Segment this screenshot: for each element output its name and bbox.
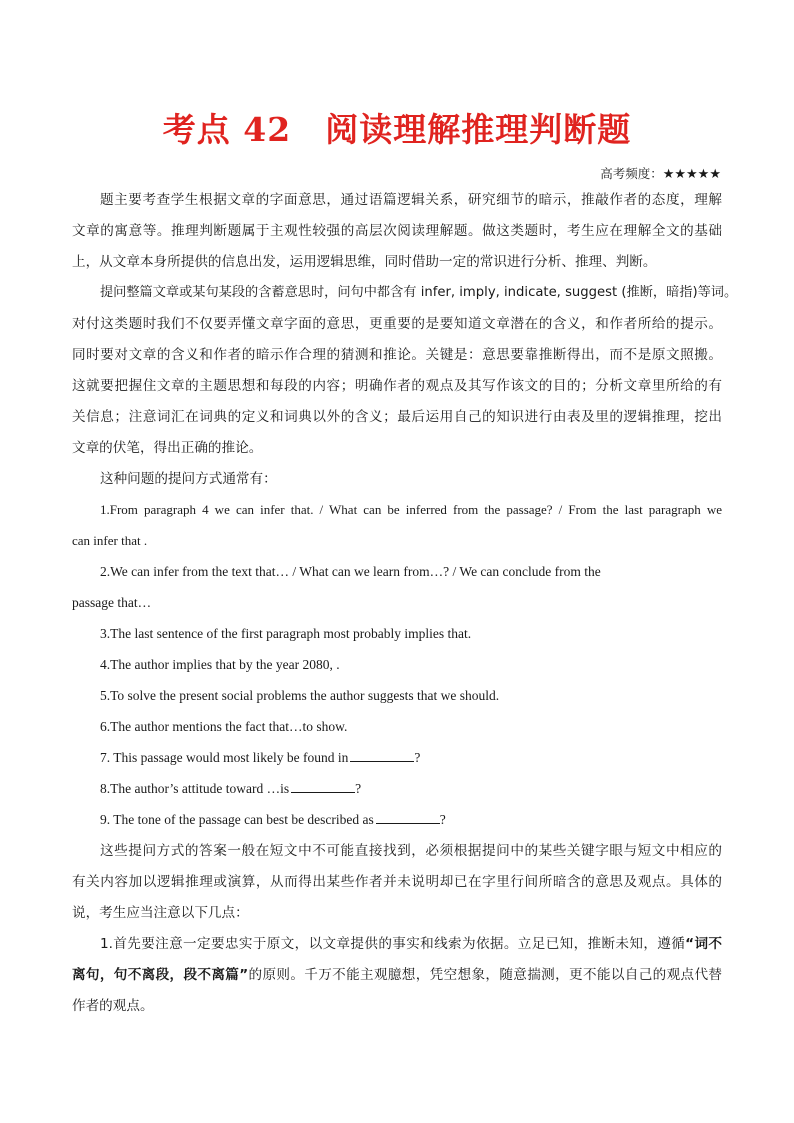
paragraph-line: 对付这类题时我们不仅要弄懂文章字面的意思，更重要的是要知道文章潜在的含义，和作者所给的提示。 (72, 316, 722, 332)
question-item: 3.The last sentence of the first paragraph most probably implies that. (100, 626, 472, 641)
exam-frequency (600, 164, 721, 182)
question-item: 1.From paragraph 4 we can infer that. / What can be inferred from the passage? / From the last paragraph we (100, 502, 722, 517)
emphasis-text: “词不 (685, 936, 723, 952)
paragraph-line: 上，从文章本身所提供的信息出发，运用逻辑思维，同时借助一定的常识进行分析、推理、判断。 (72, 254, 657, 270)
answer-blank (376, 811, 440, 824)
paragraph-line: 关信息；注意词汇在词典的定义和词典以外的含义；最后运用自己的知识进行由表及里的逻辑推理，挖出 (72, 409, 722, 425)
question-item: can infer that . (72, 533, 148, 548)
paragraph-line: 题主要考查学生根据文章的字面意思，通过语篇逻辑关系，研究细节的暗示，推敲作者的态度，理解 (100, 192, 722, 208)
answer-blank (350, 749, 414, 762)
paragraph-line: 有关内容加以逻辑推理或演算，从而得出某些作者并未说明却已在字里行间所暗含的意思及观点。具体的 (72, 874, 722, 890)
question-item: 5.To solve the present social problems the author suggests that we should. (100, 688, 500, 703)
paragraph-line: 提问整篇文章或某句某段的含蓄意思时，问句中都含有 infer, imply, indicate, suggest (推断，暗指)等词。 (100, 285, 738, 300)
paragraph-line (100, 935, 722, 953)
question-mark: ? (439, 812, 446, 827)
emphasis-text: 离句，句不离段，段不离篇” (72, 967, 249, 983)
question-text: 7. This passage would most likely be found in (100, 750, 349, 765)
paragraph-line: 这就要把握住文章的主题思想和每段的内容；明确作者的观点及其写作该文的目的；分析文章里所给的有 (72, 378, 722, 394)
paragraph-line: 文章的寓意等。推理判断题属于主观性较强的高层次阅读理解题。做这类题时，考生应在理解全文的基础 (72, 223, 722, 239)
question-text: 9. The tone of the passage can best be described as (100, 812, 374, 827)
paragraph-line: 这种问题的提问方式通常有： (100, 471, 277, 487)
question-text: 8.The author’s attitude toward …is (100, 781, 290, 796)
question-item (100, 749, 722, 767)
paragraph-line: 说，考生应当注意以下几点： (72, 905, 249, 921)
question-item: 4.The author implies that by the year 2080, . (100, 657, 340, 672)
text-run: 1.首先要注意一定要忠实于原文，以文章提供的事实和线索为依据。立足已知，推断未知，遵循 (100, 936, 686, 952)
question-item: 2.We can infer from the text that… / What can we learn from…? / We can conclude from the (100, 564, 601, 579)
paragraph-line: 文章的伏笔，得出正确的推论。 (72, 440, 263, 456)
paragraph-line: 这些提问方式的答案一般在短文中不可能直接找到，必须根据提问中的某些关键字眼与短文中相应的 (100, 843, 722, 859)
question-mark: ? (355, 781, 362, 796)
question-item (100, 811, 722, 829)
question-item (100, 780, 722, 798)
title-prefix: 考点 42 (162, 110, 292, 149)
star-rating-icon: ★★★★★ (662, 167, 721, 182)
question-item: 6.The author mentions the fact that…to show. (100, 719, 348, 734)
page-title (0, 104, 794, 151)
frequency-label: 高考频度： (600, 166, 663, 181)
title-main: 阅读理解推理判断题 (325, 110, 632, 149)
question-mark: ? (414, 750, 421, 765)
paragraph-line: 同时要对文章的含义和作者的暗示作合理的猜测和推论。关键是：意思要靠推断得出，而不是原文照搬。 (72, 347, 722, 363)
question-item: passage that… (72, 595, 152, 610)
paragraph-line: 作者的观点。 (72, 998, 154, 1014)
paragraph-line (72, 966, 722, 984)
text-run: 的原则。千万不能主观臆想，凭空想象，随意揣测，更不能以自己的观点代替 (248, 967, 722, 983)
answer-blank (291, 780, 355, 793)
